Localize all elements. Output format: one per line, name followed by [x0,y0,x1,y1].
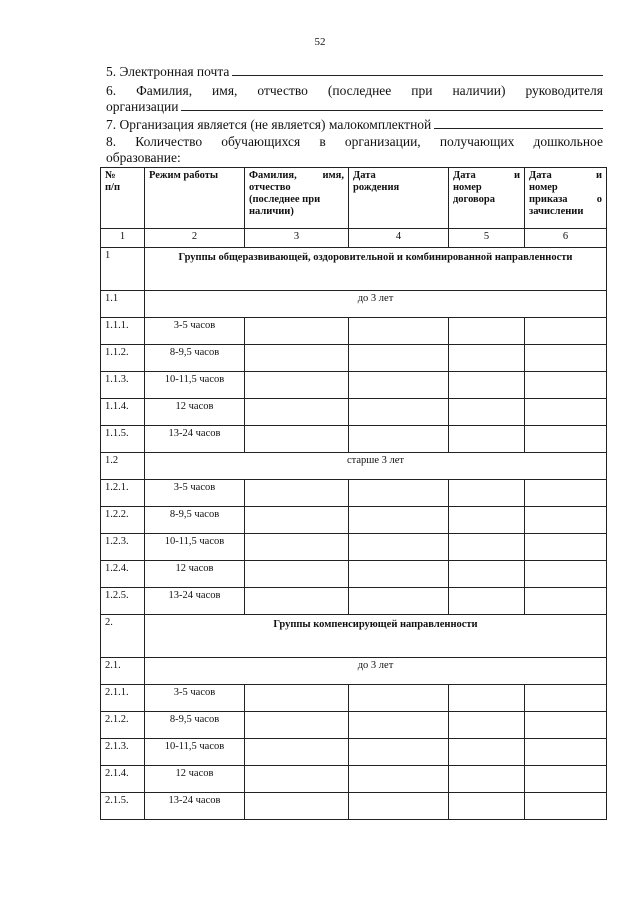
word: 8. [106,134,117,149]
contract-cell[interactable] [449,739,525,766]
row-mode: 13-24 часов [145,793,245,820]
word: руководителя [525,83,603,98]
subgroup-number: 1.2 [101,453,145,480]
contract-cell[interactable] [449,399,525,426]
row-number: 1.1.1. [101,318,145,345]
order-cell[interactable] [525,588,607,615]
fio-cell[interactable] [245,685,349,712]
word: Фамилия, [136,83,193,98]
row-number: 1.1.4. [101,399,145,426]
subgroup-title: до 3 лет [145,291,607,318]
fio-cell[interactable] [245,561,349,588]
header-order-line: номер [529,182,558,193]
order-cell[interactable] [525,345,607,372]
contract-cell[interactable] [449,318,525,345]
head-name-paragraph [106,83,603,115]
table-row [101,426,607,453]
word: отчество [257,83,308,98]
table-row [101,534,607,561]
header-num [101,168,145,229]
table-row [101,372,607,399]
table-row [101,561,607,588]
order-cell[interactable] [525,793,607,820]
header-order-line: зачислении [529,206,584,217]
word: (последнее [327,83,392,98]
word: организации, [344,134,421,149]
word: 6. [106,83,117,98]
row-mode: 13-24 часов [145,426,245,453]
table-header-row [101,168,607,229]
section-number: 1 [101,248,145,291]
header-order-word: Дата [529,170,552,181]
subgroup-row [101,291,607,318]
row-mode: 10-11,5 часов [145,739,245,766]
row-mode: 10-11,5 часов [145,372,245,399]
row-number: 1.1.2. [101,345,145,372]
word: в [319,134,326,149]
birth-date-cell[interactable] [349,372,449,399]
word: имя, [212,83,238,98]
birth-date-cell[interactable] [349,507,449,534]
row-number: 2.1.2. [101,712,145,739]
order-cell[interactable] [525,480,607,507]
subgroup-row [101,453,607,480]
row-mode: 12 часов [145,399,245,426]
table-row [101,739,607,766]
subgroup-row [101,658,607,685]
table-row [101,766,607,793]
subgroup-number: 1.1 [101,291,145,318]
table-row [101,507,607,534]
row-number: 1.2.4. [101,561,145,588]
fio-cell[interactable] [245,766,349,793]
fio-cell[interactable] [245,793,349,820]
contract-cell[interactable] [449,766,525,793]
birth-date-cell[interactable] [349,318,449,345]
section-title: Группы общеразвивающей, оздоровительной и комбинированной направленности [145,248,607,291]
contract-cell[interactable] [449,507,525,534]
contract-cell[interactable] [449,685,525,712]
row-mode: 8-9,5 часов [145,712,245,739]
email-line [106,64,603,80]
header-birth-line: рождения [353,182,400,193]
row-mode: 3-5 часов [145,685,245,712]
header-contract-line: договора [453,194,495,205]
order-cell[interactable] [525,426,607,453]
word: при [411,83,433,98]
row-number: 1.2.3. [101,534,145,561]
header-fio-word: имя, [322,170,344,181]
table-row [101,399,607,426]
head-name-line [106,83,603,99]
fio-cell[interactable] [245,507,349,534]
fio-cell[interactable] [245,712,349,739]
row-mode: 12 часов [145,561,245,588]
word: обучающихся [221,134,301,149]
header-birth [349,168,449,229]
birth-date-cell[interactable] [349,345,449,372]
students-table [100,167,607,820]
birth-date-cell[interactable] [349,480,449,507]
contract-cell[interactable] [449,793,525,820]
table-row [101,685,607,712]
column-number-row [101,229,607,248]
row-number: 2.1.3. [101,739,145,766]
section-number: 2. [101,615,145,658]
students-paragraph [106,134,603,166]
subgroup-title: старше 3 лет [145,453,607,480]
header-num-line: № [105,170,116,181]
column-number: 3 [245,229,349,248]
contract-cell[interactable] [449,712,525,739]
order-cell[interactable] [525,685,607,712]
header-contract [449,168,525,229]
row-mode: 3-5 часов [145,318,245,345]
small-org-label: 7. Организация является (не является) малокомплектной [106,117,432,132]
small-org-line [106,117,603,133]
column-number: 1 [101,229,145,248]
contract-cell[interactable] [449,345,525,372]
row-number: 1.2.2. [101,507,145,534]
subgroup-title: до 3 лет [145,658,607,685]
header-fio-line: отчество [249,182,291,193]
fio-cell[interactable] [245,588,349,615]
section-row [101,615,607,658]
header-contract-word: и [513,170,520,181]
birth-date-cell[interactable] [349,534,449,561]
header-fio [245,168,349,229]
contract-cell[interactable] [449,561,525,588]
order-cell[interactable] [525,561,607,588]
section-row [101,248,607,291]
birth-date-cell[interactable] [349,739,449,766]
order-cell[interactable] [525,534,607,561]
row-mode: 8-9,5 часов [145,507,245,534]
fio-cell[interactable] [245,372,349,399]
table-row [101,345,607,372]
row-number: 1.1.5. [101,426,145,453]
row-number: 1.1.3. [101,372,145,399]
contract-cell[interactable] [449,426,525,453]
header-fio-line: (последнее при [249,194,321,205]
contract-cell[interactable] [449,588,525,615]
order-cell[interactable] [525,399,607,426]
fio-cell[interactable] [245,399,349,426]
word: Количество [135,134,203,149]
column-number: 6 [525,229,607,248]
table-row [101,588,607,615]
row-number: 2.1.1. [101,685,145,712]
word: получающих [439,134,515,149]
fio-cell[interactable] [245,480,349,507]
head-name-org-label: организации [106,99,179,114]
fio-cell[interactable] [245,534,349,561]
table-row [101,318,607,345]
order-cell[interactable] [525,739,607,766]
section-title: Группы компенсирующей направленности [145,615,607,658]
row-mode: 8-9,5 часов [145,345,245,372]
column-number: 2 [145,229,245,248]
column-number: 5 [449,229,525,248]
header-contract-line: номер [453,182,482,193]
row-number: 2.1.4. [101,766,145,793]
row-mode: 3-5 часов [145,480,245,507]
row-mode: 13-24 часов [145,588,245,615]
contract-cell[interactable] [449,372,525,399]
order-cell[interactable] [525,372,607,399]
head-name-blank[interactable] [181,99,603,111]
contract-cell[interactable] [449,480,525,507]
header-order-word: и [595,170,602,181]
header-birth-line: Дата [353,170,376,181]
birth-date-cell[interactable] [349,399,449,426]
order-cell[interactable] [525,712,607,739]
word: наличии) [452,83,506,98]
page-number: 52 [314,36,326,48]
header-contract-word: Дата [453,170,476,181]
email-label: 5. Электронная почта [106,64,230,79]
birth-date-cell[interactable] [349,712,449,739]
students-line [106,134,603,150]
column-number: 4 [349,229,449,248]
contract-cell[interactable] [449,534,525,561]
birth-date-cell[interactable] [349,793,449,820]
birth-date-cell[interactable] [349,588,449,615]
fio-cell[interactable] [245,426,349,453]
fio-cell[interactable] [245,345,349,372]
fio-cell[interactable] [245,739,349,766]
birth-date-cell[interactable] [349,561,449,588]
table-row [101,480,607,507]
row-mode: 12 часов [145,766,245,793]
students-line-2: образование: [106,150,181,165]
word: дошкольное [533,134,603,149]
header-order [525,168,607,229]
row-mode: 10-11,5 часов [145,534,245,561]
header-fio-line: наличии) [249,206,294,217]
subgroup-number: 2.1. [101,658,145,685]
table-row [101,712,607,739]
order-cell[interactable] [525,507,607,534]
email-blank[interactable] [232,64,603,76]
birth-date-cell[interactable] [349,766,449,793]
header-fio-word: Фамилия, [249,170,297,181]
order-cell[interactable] [525,766,607,793]
birth-date-cell[interactable] [349,685,449,712]
order-cell[interactable] [525,318,607,345]
row-number: 1.2.5. [101,588,145,615]
header-order-word: о [596,194,602,205]
header-num-line: п/п [105,182,121,193]
header-order-word: приказа [529,194,568,205]
row-number: 1.2.1. [101,480,145,507]
small-org-blank[interactable] [434,117,603,129]
header-mode: Режим работы [145,168,245,229]
birth-date-cell[interactable] [349,426,449,453]
row-number: 2.1.5. [101,793,145,820]
table-row [101,793,607,820]
table-body [101,248,607,820]
fio-cell[interactable] [245,318,349,345]
